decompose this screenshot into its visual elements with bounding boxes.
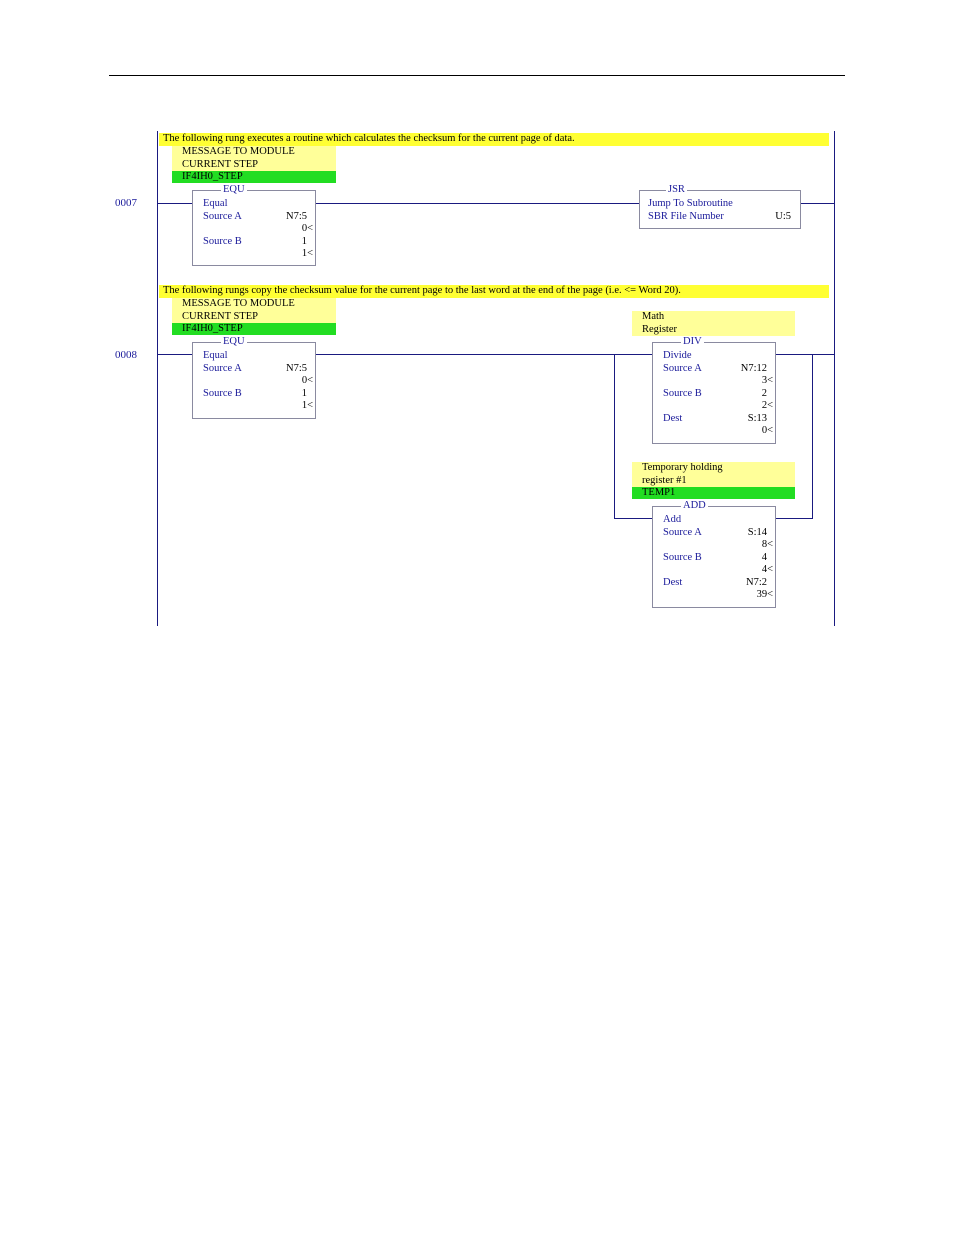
div-description-line-1: Math — [642, 311, 665, 322]
div-description-line-2: Register — [642, 323, 677, 335]
rung-number: 0007 — [115, 197, 137, 209]
tag-description — [172, 298, 336, 323]
instruction-name: Divide — [663, 350, 692, 361]
source-b-value: 1< — [301, 248, 313, 259]
source-a-label: Source A — [203, 363, 242, 374]
add-tag-name: TEMP1 — [632, 487, 795, 499]
dest-label: Dest — [663, 413, 683, 424]
left-power-rail — [157, 131, 158, 626]
source-b-value: 4< — [761, 564, 773, 575]
add-instruction[interactable] — [652, 500, 776, 608]
right-power-rail — [834, 131, 835, 626]
instruction-title: DIV — [683, 336, 702, 347]
rung-wire — [157, 203, 192, 204]
tag-name: IF4IH0_STEP — [172, 323, 336, 335]
branch-wire-bottom — [614, 518, 652, 519]
source-b-label: Source B — [663, 388, 702, 399]
jsr-instruction[interactable] — [639, 184, 801, 229]
source-b-address: 2 — [761, 388, 767, 399]
add-description — [632, 462, 795, 487]
source-b-label: Source B — [203, 236, 242, 247]
page-header-rule — [109, 75, 845, 76]
branch-wire-bottom — [775, 518, 813, 519]
instruction-title: ADD — [683, 500, 706, 511]
source-a-address: S:14 — [747, 527, 767, 538]
sbr-file-number-value: U:5 — [775, 211, 791, 222]
rung-wire — [800, 203, 834, 204]
dest-label: Dest — [663, 577, 683, 588]
source-a-address: N7:12 — [740, 363, 767, 374]
rung-wire — [157, 354, 192, 355]
equ-instruction[interactable] — [192, 184, 316, 266]
equ-instruction[interactable] — [192, 336, 316, 419]
source-b-address: 1 — [301, 236, 307, 247]
instruction-name: Jump To Subroutine — [648, 198, 733, 209]
sbr-file-number-label: SBR File Number — [648, 211, 724, 222]
add-description-line-2: register #1 — [642, 474, 687, 486]
source-b-value: 1< — [301, 400, 313, 411]
instruction-name: Add — [663, 514, 682, 525]
source-a-address: N7:5 — [286, 363, 307, 374]
source-b-address: 4 — [761, 552, 767, 563]
tag-description-line-2: CURRENT STEP — [182, 310, 258, 322]
add-description-line-1: Temporary holding — [642, 462, 723, 473]
tag-description-line-1: MESSAGE TO MODULE — [182, 146, 295, 157]
source-b-value: 2< — [761, 400, 773, 411]
source-a-value: 8< — [761, 539, 773, 550]
tag-name: IF4IH0_STEP — [172, 171, 336, 183]
source-b-label: Source B — [203, 388, 242, 399]
branch-wire-left — [614, 354, 615, 519]
dest-address: S:13 — [747, 413, 767, 424]
dest-value: 0< — [761, 425, 773, 436]
tag-description — [172, 146, 336, 171]
instruction-title: EQU — [223, 184, 245, 195]
instruction-title: JSR — [668, 184, 685, 195]
rung-comment: The following rung executes a routine which calculates the checksum for the current page of data. — [159, 133, 829, 146]
source-a-address: N7:5 — [286, 211, 307, 222]
rung-wire — [775, 354, 834, 355]
instruction-name: Equal — [203, 198, 228, 209]
rung-comment: The following rungs copy the checksum value for the current page to the last word at the end of the page (i.e. <= Word 20). — [159, 285, 829, 298]
instruction-title: EQU — [223, 336, 245, 347]
branch-wire-right — [812, 354, 813, 519]
dest-value: 39< — [756, 589, 773, 600]
rung-wire — [315, 203, 639, 204]
div-instruction[interactable] — [652, 336, 776, 444]
source-a-value: 0< — [301, 375, 313, 386]
source-a-label: Source A — [663, 527, 702, 538]
source-b-address: 1 — [301, 388, 307, 399]
source-a-label: Source A — [663, 363, 702, 374]
source-a-label: Source A — [203, 211, 242, 222]
div-description — [632, 311, 795, 336]
dest-address: N7:2 — [746, 577, 767, 588]
rung-number: 0008 — [115, 349, 137, 361]
source-a-value: 0< — [301, 223, 313, 234]
instruction-name: Equal — [203, 350, 228, 361]
source-b-label: Source B — [663, 552, 702, 563]
rung-wire — [315, 354, 652, 355]
tag-description-line-2: CURRENT STEP — [182, 158, 258, 170]
tag-description-line-1: MESSAGE TO MODULE — [182, 298, 295, 309]
source-a-value: 3< — [761, 375, 773, 386]
